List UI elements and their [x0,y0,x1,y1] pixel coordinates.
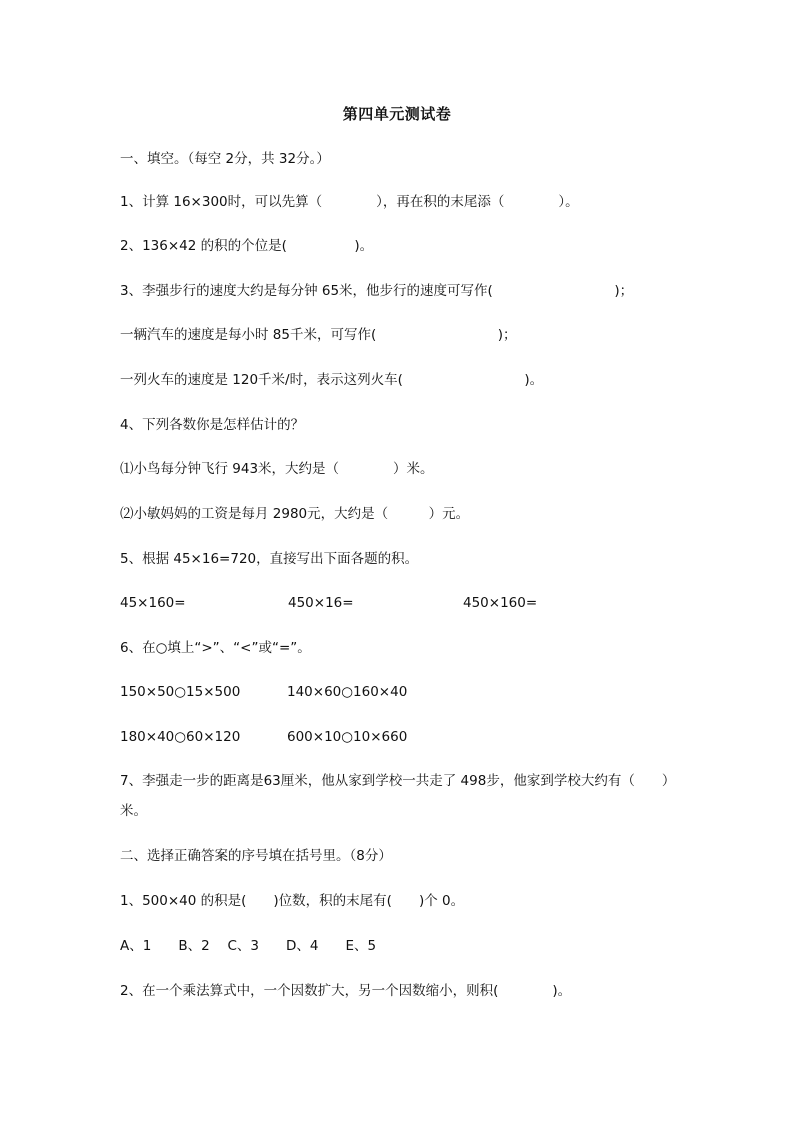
compare-item: 150×50○15×500 [120,684,241,700]
compare-item: 140×60○160×40 [287,684,408,700]
question-1-6-row2 [120,728,680,746]
question-1-2: 2、136×42 的积的个位是( )。 [120,238,374,254]
question-1-5-items [120,594,680,612]
question-1-5: 5、根据 45×16=720，直接写出下面各题的积。 [120,551,419,567]
section2-heading: 二、选择正确答案的序号填在括号里。（8分） [120,848,392,864]
compare-item: 600×10○10×660 [287,729,408,745]
calc-item: 450×160= [463,595,538,611]
calc-item: 450×16= [288,595,354,611]
section1-heading: 一、填空。（每空 2分，共 32分。） [120,151,330,167]
question-1-6: 6、在○填上“>”、“<”或“=”。 [120,640,311,656]
question-1-1: 1、计算 16×300时，可以先算（ ），再在积的末尾添（ ）。 [120,194,579,210]
question-1-6-row1 [120,683,680,701]
calc-item: 45×160= [120,595,186,611]
question-2-1-options: A、1 B、2 C、3 D、4 E、5 [120,938,377,954]
question-1-4-sub1: ⑴小鸟每分钟飞行 943米，大约是（ ）米。 [120,461,434,477]
question-1-3-line2: 一辆汽车的速度是每小时 85千米，可写作( )； [120,327,517,343]
question-1-3-line3: 一列火车的速度是 120千米/时，表示这列火车( )。 [120,372,544,388]
compare-item: 180×40○60×120 [120,729,241,745]
question-1-7-line1: 7、李强走一步的距离是63厘米，他从家到学校一共走了 498步，他家到学校大约有（ ） [120,773,676,789]
question-1-3-line1: 3、李强步行的速度大约是每分钟 65米，他步行的速度可写作( )； [120,283,634,299]
question-1-4: 4、下列各数你是怎样估计的？ [120,417,305,433]
page-title: 第四单元测试卷 [342,105,452,123]
question-1-7-line2: 米。 [120,803,147,819]
question-1-4-sub2: ⑵小敏妈妈的工资是每月 2980元，大约是（ ）元。 [120,506,470,522]
question-2-1: 1、500×40 的积是( )位数，积的末尾有( )个 0。 [120,893,465,909]
question-2-2: 2、在一个乘法算式中，一个因数扩大，另一个因数缩小，则积( )。 [120,983,572,999]
